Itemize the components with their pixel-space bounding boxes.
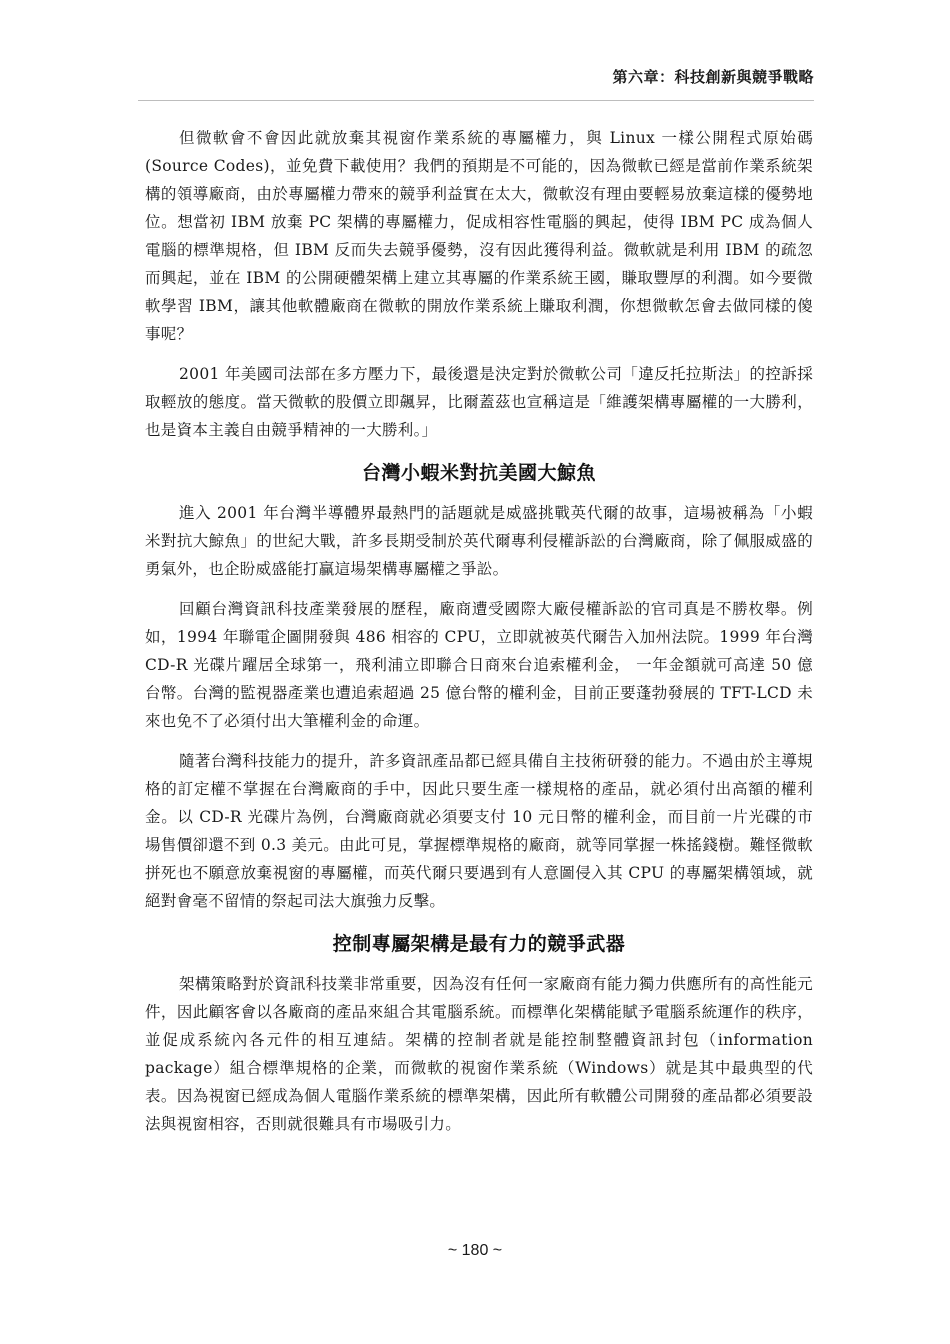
paragraph: 隨著台灣科技能力的提升，許多資訊產品都已經具備自主技術研發的能力。不過由於主導規格的訂定權不掌握在台灣廠商的手中，因此只要生產一樣規格的產品，就必須付出高額的權利金。以 CD-R 光碟片為例，台灣廠商就必須要支付 10 元日幣的權利金，而目前一片光碟的市場售價卻還不到 0.3 美元。由此可見，掌握標準規格的廠商，就等同掌握一株搖錢樹。難怪微軟拼死也不願意放棄視窗的專屬權，而英代爾只要遇到有人意圖侵入其 CPU 的專屬架構領域，就絕對會毫不留情的祭起司法大旗強力反擊。 bbox=[145, 752, 814, 910]
paragraph: 進入 2001 年台灣半導體界最熱門的話題就是威盛挑戰英代爾的故事，這場被稱為「小蝦米對抗大鯨魚」的世紀大戰，許多長期受制於英代爾專利侵權訴訟的台灣廠商，除了佩服威盛的勇氣外，也企盼威盛能打贏這場架構專屬權之爭訟。 bbox=[145, 504, 813, 578]
header-divider bbox=[138, 100, 814, 101]
paragraph: 但微軟會不會因此就放棄其視窗作業系統的專屬權力，與 Linux 一樣公開程式原始碼 (Source Codes)，並免費下載使用？我們的預期是不可能的，因為微軟已經是當前作業系統架構的領導廠商，由於專屬權力帶來的競爭利益實在太大，微軟沒有理由要輕易放棄這樣的優勢地位。想當初 IBM 放棄 PC 架構的專屬權力，促成相容性電腦的興起，使得 IBM PC 成為個人電腦的標準規格，但 IBM 反而失去競爭優勢，沒有因此獲得利益。微軟就是利用 IBM 的疏忽而興起，並在 IBM 的公開硬體架構上建立其專屬的作業系統王國，賺取豐厚的利潤。如今要微軟學習 IBM，讓其他軟體廠商在微軟的開放作業系統上賺取利潤，你想微軟怎會去做同樣的傻事呢？ bbox=[145, 129, 813, 343]
section-heading: 台灣小蝦米對抗美國大鯨魚 bbox=[361, 462, 596, 484]
paragraph: 回顧台灣資訊科技產業發展的歷程，廠商遭受國際大廠侵權訴訟的官司真是不勝枚舉。例如，1994 年聯電企圖開發與 486 相容的 CPU，立即就被英代爾告入加州法院。1999 年台灣 CD-R 光碟片躍居全球第一，飛利浦立即聯合日商來台追索權利金， 一年金額就可高達 50 億台幣。台灣的監視器產業也遭追索超過 25 億台幣的權利金，目前正要蓬勃發展的 TFT-LCD 未來也免不了必須付出大筆權利金的命運。 bbox=[145, 600, 813, 730]
paragraph: 架構策略對於資訊科技業非常重要，因為沒有任何一家廠商有能力獨力供應所有的高性能元件，因此顧客會以各廠商的產品來組合其電腦系統。而標準化架構能賦予電腦系統運作的秩序，並促成系統內各元件的相互連結。架構的控制者就是能控制整體資訊封包（information package）組合標準規格的企業，而微軟的視窗作業系統（Windows）就是其中最典型的代表。因為視窗已經成為個人電腦作業系統的標準架構，因此所有軟體公司開發的產品都必須要設法與視窗相容，否則就很難具有市場吸引力。 bbox=[145, 975, 813, 1133]
page-number: ~ 180 ~ bbox=[447, 1242, 503, 1259]
running-header: 第六章：科技創新與競爭戰略 bbox=[612, 68, 814, 86]
section-heading: 控制專屬架構是最有力的競爭武器 bbox=[332, 933, 626, 955]
paragraph: 2001 年美國司法部在多方壓力下，最後還是決定對於微軟公司「違反托拉斯法」的控訴採取輕放的態度。當天微軟的股價立即飆昇，比爾蓋茲也宣稱這是「維護架構專屬權的一大勝利，也是資本主義自由競爭精神的一大勝利。」 bbox=[145, 365, 813, 439]
page-body bbox=[145, 124, 813, 1150]
